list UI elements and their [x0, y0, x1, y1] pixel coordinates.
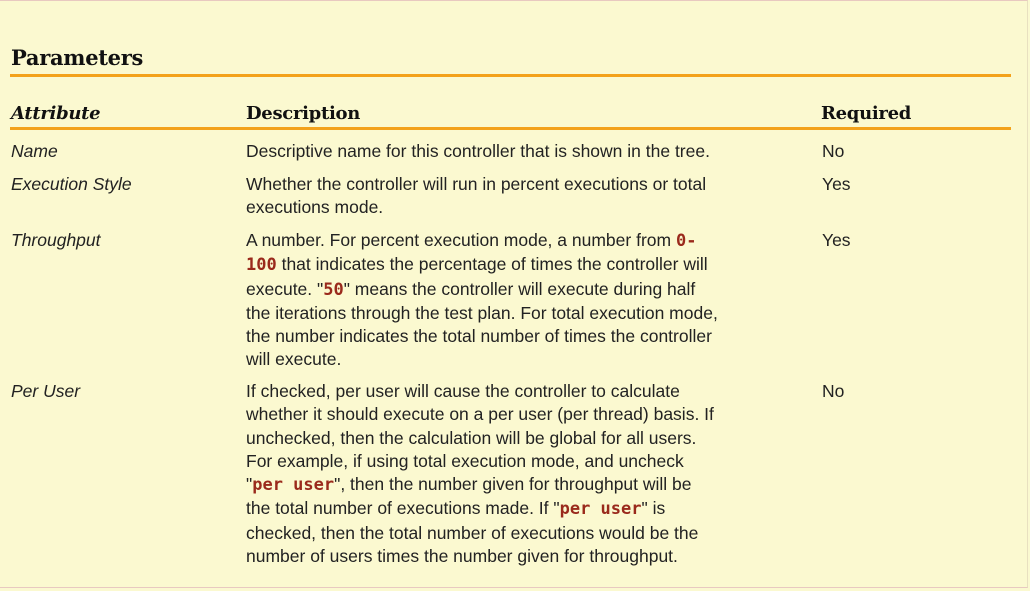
required-cell: No	[822, 141, 845, 161]
description-line	[246, 253, 791, 277]
description-line: the iterations through the test plan. For total execution mode,	[246, 302, 718, 323]
description-cell: Descriptive name for this controller that is shown in the tree.	[246, 141, 710, 161]
text-run: that indicates the percentage of times the controller will	[276, 254, 708, 275]
section-title: Parameters	[11, 45, 144, 70]
attribute-cell: Per User	[11, 381, 81, 401]
description-line: will execute.	[246, 349, 342, 370]
text-run: execute. "	[246, 278, 324, 299]
title-divider	[10, 74, 1011, 77]
code-literal: 50	[323, 279, 344, 300]
description-line: If checked, per user will cause the controller to calculate	[246, 381, 680, 401]
description-line	[246, 278, 791, 302]
code-literal: 0-	[675, 231, 697, 251]
description-cell	[246, 229, 791, 372]
text-run: " means the controller will execute during half	[343, 278, 696, 299]
attribute-cell: Throughput	[11, 230, 101, 250]
text-run: ", then the number given for throughput will be	[334, 474, 692, 495]
required-cell: Yes	[822, 174, 851, 194]
description-line: whether it should execute on a per user (per thread) basis. If	[246, 404, 714, 425]
column-header-required: Required	[821, 103, 912, 124]
column-header-description: Description	[246, 103, 361, 124]
description-line: checked, then the total number of executions would be the	[246, 522, 699, 543]
column-header-attribute: Attribute	[11, 103, 101, 124]
description-line: Whether the controller will run in percent executions or total	[246, 174, 707, 194]
code-literal: per user	[559, 499, 642, 520]
description-line: number of users times the number given for throughput.	[246, 546, 678, 567]
attribute-cell: Execution Style	[11, 174, 132, 194]
description-cell	[246, 173, 791, 220]
required-cell: No	[822, 381, 845, 401]
required-cell: Yes	[822, 230, 851, 250]
description-line: For example, if using total execution mode, and uncheck	[246, 450, 684, 471]
description-cell	[246, 380, 791, 568]
attribute-cell: Name	[11, 141, 58, 161]
text-run: the total number of executions made. If "	[246, 498, 560, 519]
header-divider	[10, 127, 1011, 130]
description-line	[246, 473, 791, 497]
description-line: executions mode.	[246, 197, 384, 218]
description-line: unchecked, then the calculation will be global for all users.	[246, 427, 697, 448]
text-run: "	[246, 474, 253, 495]
code-literal: 100	[246, 255, 277, 276]
description-line	[246, 229, 791, 253]
text-run: " is	[641, 498, 666, 519]
description-line	[246, 497, 791, 521]
code-literal: per user	[252, 475, 335, 496]
text-run: A number. For percent execution mode, a number from	[246, 230, 676, 250]
description-line: the number indicates the total number of times the controller	[246, 326, 712, 347]
